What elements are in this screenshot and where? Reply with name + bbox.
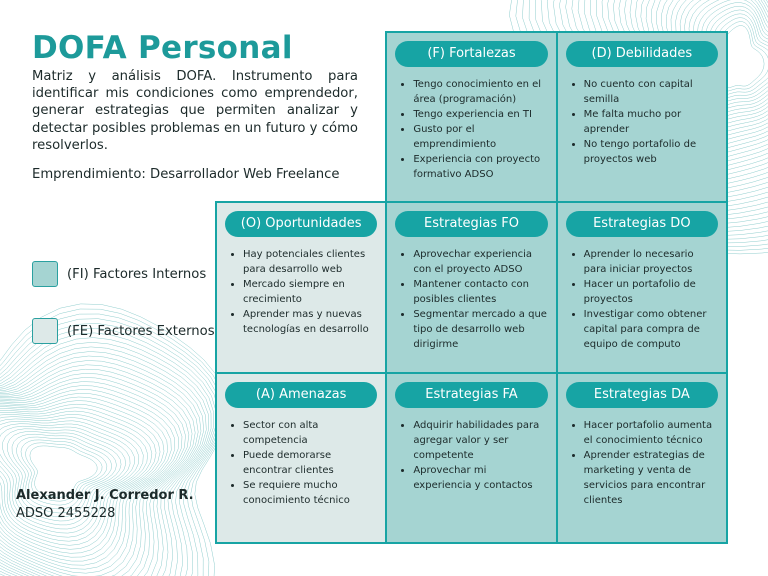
legend-internal xyxy=(32,261,206,287)
header-fortalezas: (F) Fortalezas xyxy=(395,41,547,67)
list-item: • Hacer un portafolio de proyectos xyxy=(584,277,718,307)
cell-estrategias-fa xyxy=(385,372,557,544)
list-item: • Mercado siempre en crecimiento xyxy=(243,277,377,307)
cell-oportunidades xyxy=(215,201,387,373)
cell-fortalezas xyxy=(385,31,557,203)
list-item: • Tengo experiencia en TI xyxy=(413,107,547,122)
list-item: • Hacer portafolio aumenta el conocimiento técnico xyxy=(584,418,718,448)
list-item: • Investigar como obtener capital para compra de equipo de computo xyxy=(584,307,718,352)
cell-estrategias-da xyxy=(556,372,728,544)
list-item: • Aprovechar mi experiencia y contactos xyxy=(413,463,547,493)
matrix-empty-corner xyxy=(215,31,387,203)
list-item: • Mantener contacto con posibles clientes xyxy=(413,277,547,307)
author-name: Alexander J. Corredor R. xyxy=(16,488,194,503)
list-item: • No tengo portafolio de proyectos web xyxy=(584,137,718,167)
list-estrategias-do xyxy=(566,247,718,352)
list-item: • Experiencia con proyecto formativo ADSO xyxy=(413,152,547,182)
list-amenazas xyxy=(225,418,377,508)
list-item: • Tengo conocimiento en el área (programación) xyxy=(413,77,547,107)
author-code: ADSO 2455228 xyxy=(16,506,116,521)
list-item: • Aprender estrategias de marketing y venta de servicios para encontrar clientes xyxy=(584,448,718,508)
header-oportunidades: (O) Oportunidades xyxy=(225,211,377,237)
list-item: • Aprender lo necesario para iniciar proyectos xyxy=(584,247,718,277)
legend-external xyxy=(32,318,215,344)
header-debilidades: (D) Debilidades xyxy=(566,41,718,67)
page-title: DOFA Personal xyxy=(32,30,293,66)
cell-debilidades xyxy=(556,31,728,203)
cell-amenazas xyxy=(215,372,387,544)
list-item: • Adquirir habilidades para agregar valor y ser competente xyxy=(413,418,547,463)
legend-swatch-internal xyxy=(32,261,58,287)
list-item: • Aprovechar experiencia con el proyecto ADSO xyxy=(413,247,547,277)
header-estrategias-do: Estrategias DO xyxy=(566,211,718,237)
list-estrategias-da xyxy=(566,418,718,508)
list-debilidades xyxy=(566,77,718,167)
list-estrategias-fo xyxy=(395,247,547,352)
list-estrategias-fa xyxy=(395,418,547,493)
author-block xyxy=(16,488,194,521)
legend-label-external: (FE) Factores Externos xyxy=(67,323,215,339)
header-amenazas: (A) Amenazas xyxy=(225,382,377,408)
list-item: • Sector con alta competencia xyxy=(243,418,377,448)
list-item: • Aprender mas y nuevas tecnologías en desarrollo xyxy=(243,307,377,337)
cell-estrategias-fo xyxy=(385,201,557,373)
business-text: Emprendimiento: Desarrollador Web Freelance xyxy=(32,167,340,182)
header-estrategias-fo: Estrategias FO xyxy=(395,211,547,237)
list-item: • Segmentar mercado a que tipo de desarrollo web dirigirme xyxy=(413,307,547,352)
list-item: • Gusto por el emprendimiento xyxy=(413,122,547,152)
cell-estrategias-do xyxy=(556,201,728,373)
header-estrategias-fa: Estrategias FA xyxy=(395,382,547,408)
list-item: • Me falta mucho por aprender xyxy=(584,107,718,137)
list-item: • Se requiere mucho conocimiento técnico xyxy=(243,478,377,508)
legend-swatch-external xyxy=(32,318,58,344)
description-text: Matriz y análisis DOFA. Instrumento para identificar mis condiciones como emprendedor, generar estrategias que permiten analizar y detectar posibles problemas en un futuro y cómo resolverlos. xyxy=(32,69,358,153)
list-item: • Hay potenciales clientes para desarrollo web xyxy=(243,247,377,277)
list-item: • No cuento con capital semilla xyxy=(584,77,718,107)
header-estrategias-da: Estrategias DA xyxy=(566,382,718,408)
dofa-matrix xyxy=(216,32,727,543)
legend-label-internal: (FI) Factores Internos xyxy=(67,266,207,282)
list-item: • Puede demorarse encontrar clientes xyxy=(243,448,377,478)
list-fortalezas xyxy=(395,77,547,182)
list-oportunidades xyxy=(225,247,377,337)
